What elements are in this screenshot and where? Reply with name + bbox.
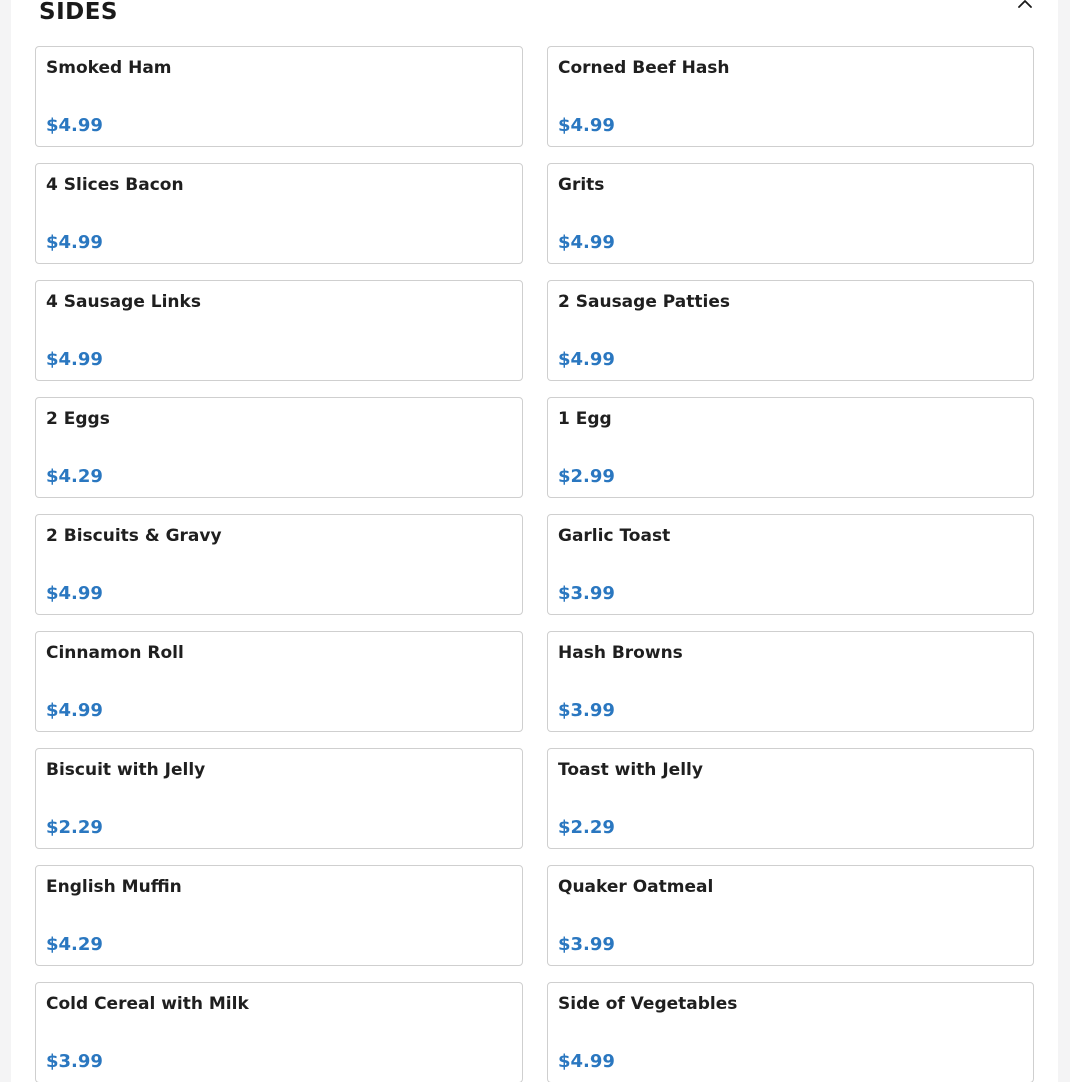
menu-item-price: $3.99 [558,700,615,721]
menu-item-card[interactable] [35,865,523,966]
menu-item-price: $4.29 [46,466,103,487]
menu-item-card[interactable] [547,514,1034,615]
menu-item-card[interactable] [35,631,523,732]
menu-item-name: 4 Slices Bacon [46,175,184,195]
menu-item-price: $3.99 [46,1051,103,1072]
menu-item-price: $4.29 [46,934,103,955]
sides-section [11,0,1058,1082]
menu-item-card[interactable] [547,163,1034,264]
menu-item-name: 1 Egg [558,409,612,429]
menu-item-name: Side of Vegetables [558,994,738,1014]
menu-item-card[interactable] [35,514,523,615]
menu-item-price: $2.99 [558,466,615,487]
menu-item-name: 2 Sausage Patties [558,292,730,312]
section-title: SIDES [39,0,118,25]
menu-item-name: Smoked Ham [46,58,172,78]
collapse-section-button[interactable] [1013,0,1037,14]
menu-item-name: 2 Eggs [46,409,110,429]
menu-item-name: Hash Browns [558,643,683,663]
menu-item-price: $4.99 [558,1051,615,1072]
menu-item-name: Toast with Jelly [558,760,703,780]
menu-item-card[interactable] [547,397,1034,498]
menu-items-grid [35,46,1034,1082]
menu-item-price: $4.99 [46,583,103,604]
menu-item-name: English Muffin [46,877,182,897]
menu-item-card[interactable] [547,982,1034,1082]
menu-item-price: $2.29 [46,817,103,838]
menu-item-name: Corned Beef Hash [558,58,730,78]
menu-item-card[interactable] [35,982,523,1082]
menu-item-card[interactable] [547,46,1034,147]
menu-item-card[interactable] [547,280,1034,381]
menu-item-price: $3.99 [558,934,615,955]
menu-item-price: $4.99 [558,349,615,370]
menu-item-card[interactable] [35,163,523,264]
menu-item-name: Cold Cereal with Milk [46,994,249,1014]
menu-item-price: $4.99 [46,115,103,136]
menu-item-price: $4.99 [46,232,103,253]
menu-item-card[interactable] [35,46,523,147]
menu-item-price: $4.99 [46,700,103,721]
menu-item-card[interactable] [35,280,523,381]
chevron-up-icon [1017,0,1033,9]
menu-item-name: Cinnamon Roll [46,643,184,663]
menu-item-price: $4.99 [46,349,103,370]
menu-item-card[interactable] [35,397,523,498]
menu-item-price: $2.29 [558,817,615,838]
menu-item-name: Grits [558,175,605,195]
menu-item-name: Garlic Toast [558,526,671,546]
menu-item-name: 2 Biscuits & Gravy [46,526,222,546]
menu-item-price: $4.99 [558,232,615,253]
menu-item-card[interactable] [35,748,523,849]
menu-item-card[interactable] [547,865,1034,966]
menu-item-price: $4.99 [558,115,615,136]
menu-item-card[interactable] [547,631,1034,732]
menu-item-card[interactable] [547,748,1034,849]
menu-item-name: Quaker Oatmeal [558,877,714,897]
menu-item-price: $3.99 [558,583,615,604]
menu-item-name: 4 Sausage Links [46,292,201,312]
menu-item-name: Biscuit with Jelly [46,760,206,780]
